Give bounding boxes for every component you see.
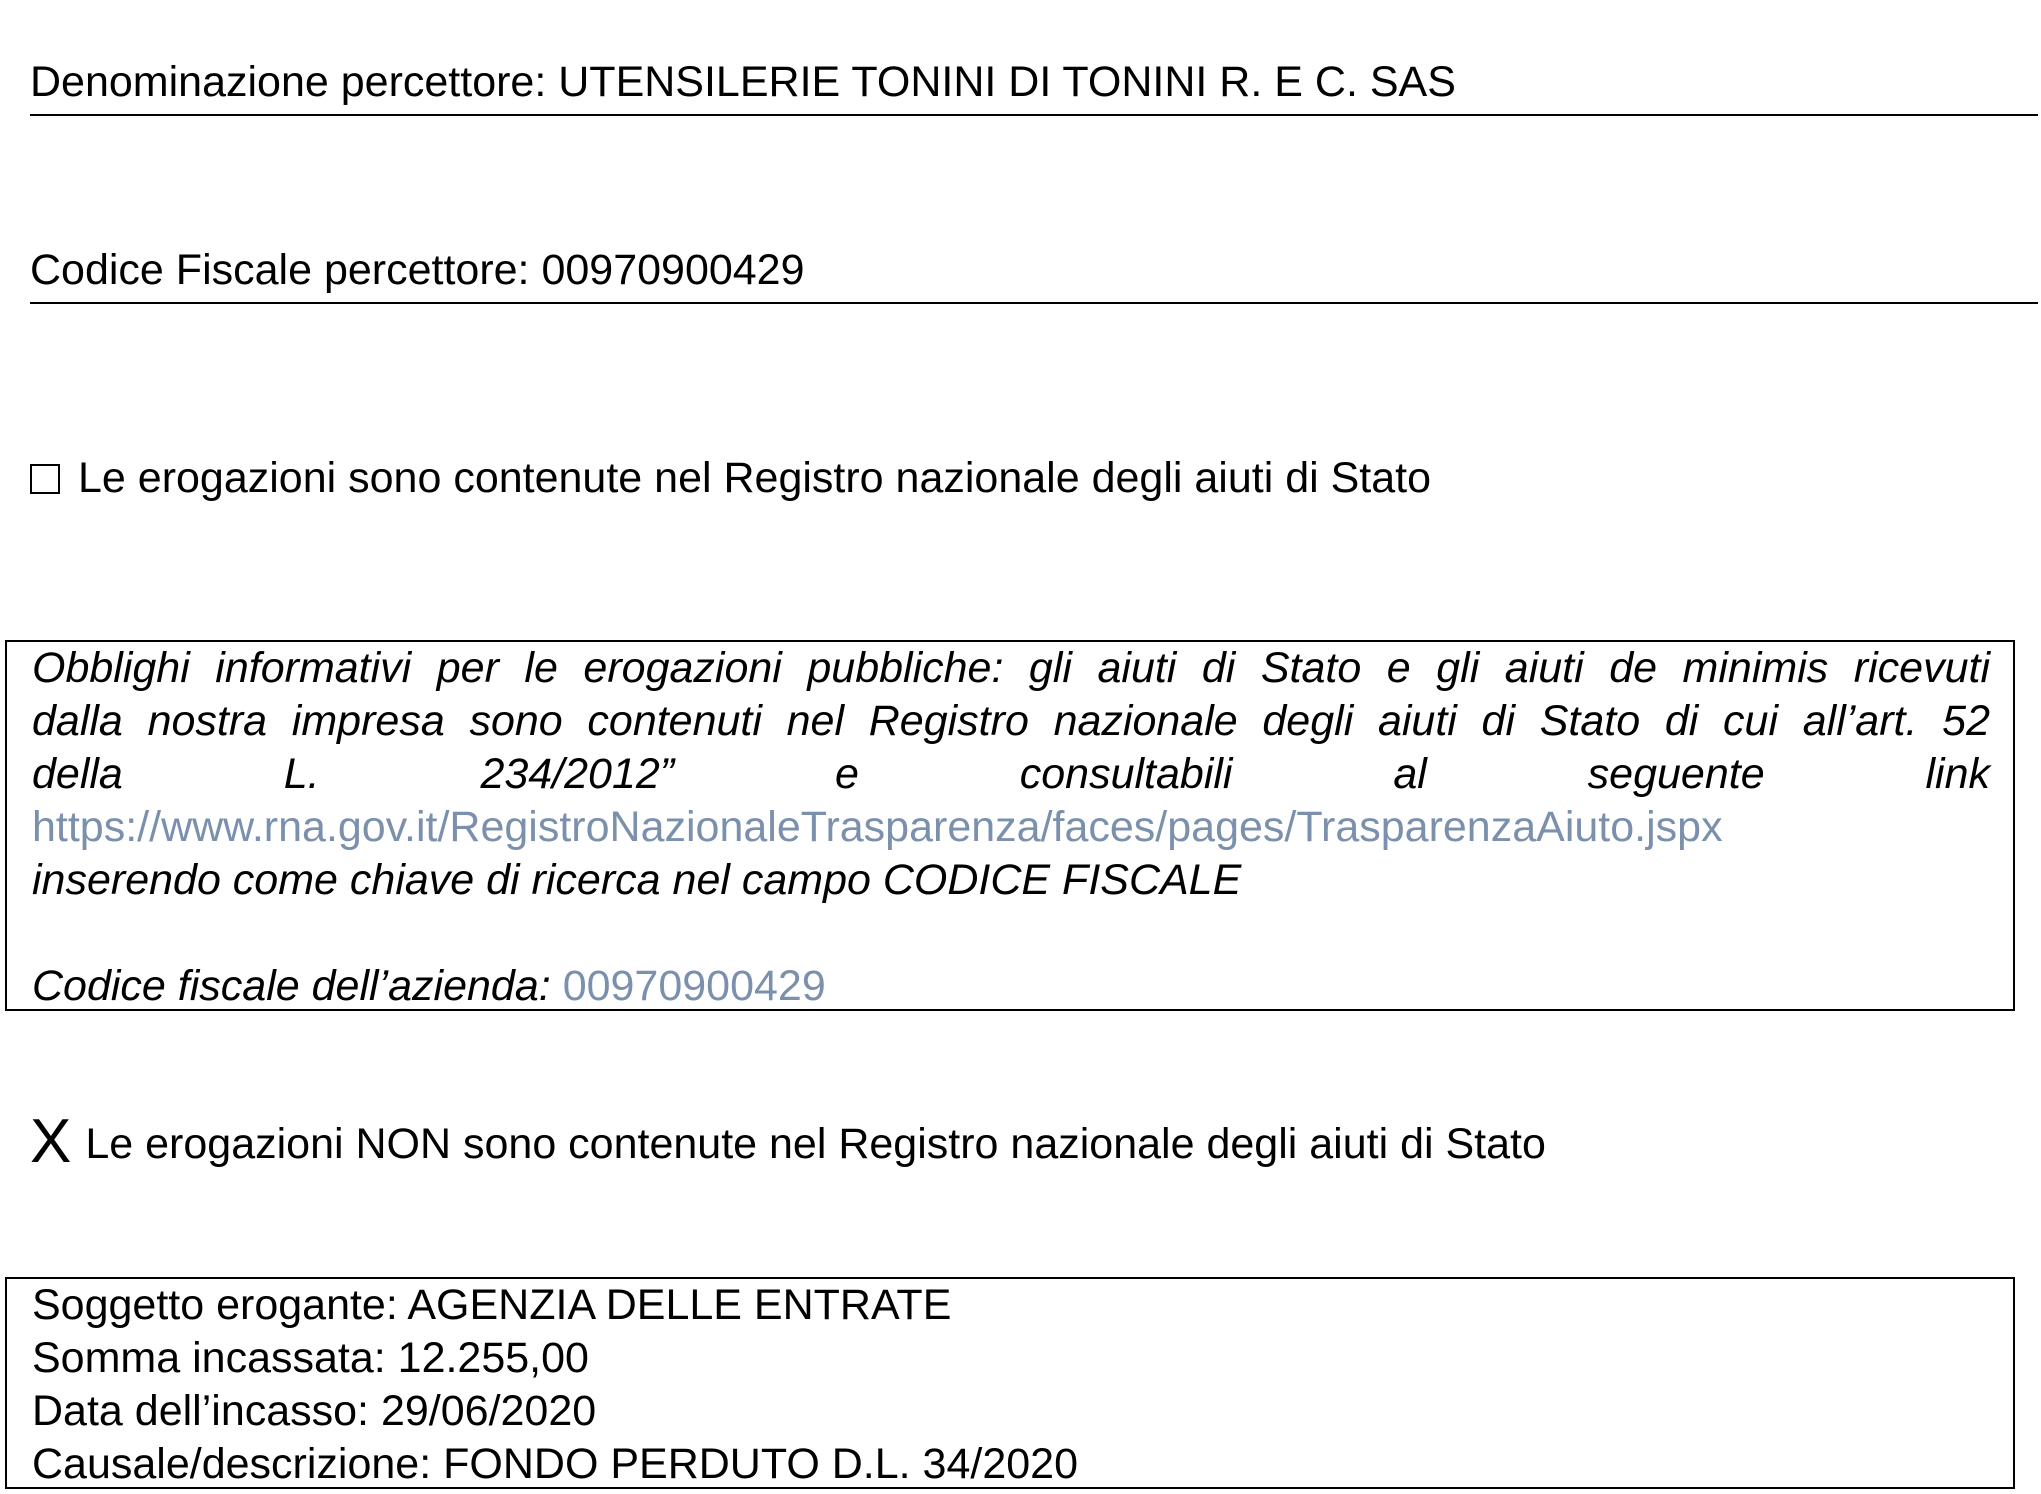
- data-incasso-value: 29/06/2020: [380, 1387, 597, 1435]
- somma-incassata-row: [32, 1332, 1988, 1385]
- codice-fiscale-percettore-field: [30, 244, 2038, 304]
- obblighi-informativi-box: [5, 640, 2015, 1011]
- somma-incassata-value: 12.255,00: [397, 1334, 589, 1382]
- soggetto-erogante-label: Soggetto erogante:: [32, 1281, 398, 1329]
- obblighi-line-3: della L. 234/2012” e consultabili al seguente link: [32, 750, 1990, 798]
- causale-label: Causale/descrizione:: [32, 1440, 432, 1488]
- erogazione-details-box: [5, 1277, 2015, 1489]
- soggetto-erogante-value: AGENZIA DELLE ENTRATE: [407, 1281, 952, 1329]
- obblighi-line-1: Obblighi informativi per le erogazioni pubbliche: gli aiuti di Stato e gli aiuti de minimis ricevuti: [32, 644, 1990, 692]
- causale-row: [32, 1438, 1988, 1491]
- codice-fiscale-value: 00970900429: [541, 246, 805, 294]
- obblighi-line-5: inserendo come chiave di ricerca nel campo CODICE FISCALE: [32, 856, 1242, 904]
- denominazione-percettore-field: [30, 56, 2038, 116]
- x-mark-icon[interactable]: X: [30, 1107, 72, 1176]
- codice-fiscale-azienda-line: [32, 960, 1990, 1013]
- option-non-contenute-text: Le erogazioni NON sono contenute nel Registro nazionale degli aiuti di Stato: [85, 1120, 1546, 1168]
- obblighi-line-2: dalla nostra impresa sono contenuti nel Registro nazionale degli aiuti di Stato di cui all’art. 52: [32, 697, 1990, 745]
- option-contenute-text: Le erogazioni sono contenute nel Registro nazionale degli aiuti di Stato: [78, 454, 1432, 502]
- codice-fiscale-azienda-label: Codice fiscale dell’azienda:: [32, 962, 551, 1010]
- soggetto-erogante-row: [32, 1279, 1988, 1332]
- codice-fiscale-label: Codice Fiscale percettore:: [30, 246, 530, 294]
- denominazione-value: UTENSILERIE TONINI DI TONINI R. E C. SAS: [558, 58, 1456, 106]
- option-contenute: [30, 452, 1431, 504]
- codice-fiscale-azienda-value: 00970900429: [562, 962, 826, 1010]
- rna-link[interactable]: https://www.rna.gov.it/RegistroNazionaleTrasparenza/faces/pages/TrasparenzaAiuto.jspx: [32, 803, 1723, 851]
- somma-incassata-label: Somma incassata:: [32, 1334, 386, 1382]
- denominazione-label: Denominazione percettore:: [30, 58, 547, 106]
- causale-value: FONDO PERDUTO D.L. 34/2020: [443, 1440, 1078, 1488]
- data-incasso-label: Data dell’incasso:: [32, 1387, 370, 1435]
- data-incasso-row: [32, 1385, 1988, 1438]
- empty-checkbox-icon[interactable]: [30, 464, 60, 494]
- option-non-contenute: [30, 1107, 1546, 1176]
